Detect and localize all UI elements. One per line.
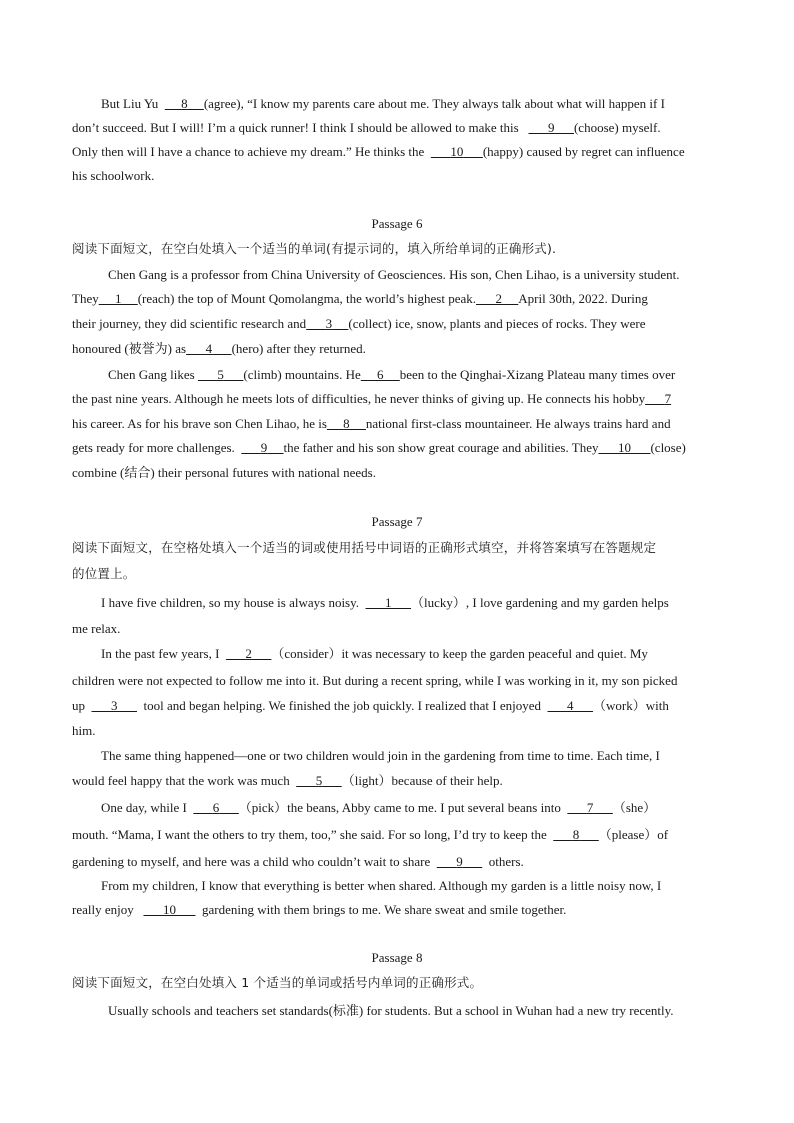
- passage-6-instruction: 阅读下面短文，在空白处填入一个适当的单词(有提示词的，填入所给单词的正确形式).: [72, 241, 557, 256]
- p6-line-2: They 1 (reach) the top of Mount Qomolangma, the world’s highest peak. 2 April 30th, 2022. During: [72, 291, 648, 306]
- blank-10[interactable]: 10: [450, 144, 464, 159]
- p6-line-5: Chen Gang likes 5 (climb) mountains. He 6 been to the Qinghai-Xizang Plateau many times over: [108, 367, 676, 382]
- p7-line-4: children were not expected to follow me into it. But during a recent spring, while I was working in it, my son picked: [72, 673, 678, 688]
- blank-6[interactable]: 6: [377, 367, 384, 382]
- blank-p7-10[interactable]: 10: [162, 902, 176, 917]
- blank-5[interactable]: 5: [217, 367, 224, 382]
- p6-line-7: his career. As for his brave son Chen Lihao, he is 8 national first-class mountaineer. He always trains hard and: [72, 416, 671, 431]
- p6-line-1: Chen Gang is a professor from China University of Geosciences. His son, Chen Lihao, is a university student.: [108, 267, 680, 282]
- p6-line-8: gets ready for more challenges. 9 the father and his son show great courage and abilities. They 10 (close): [72, 440, 686, 455]
- p7-line-2: me relax.: [72, 621, 121, 636]
- p7-line-1: I have five children, so my house is always noisy. 1 （lucky）, I love gardening and my garden helps: [101, 595, 669, 610]
- p6-line-4: honoured (被誉为) as 4 (hero) after they returned.: [72, 341, 366, 356]
- blank-10b[interactable]: 10: [617, 440, 631, 455]
- passage-7-title: Passage 7: [371, 514, 423, 529]
- blank-9[interactable]: 9: [547, 120, 555, 135]
- p5-line-2: don’t succeed. But I will! I’m a quick runner! I think I should be allowed to make this 9 (choose) myself.: [72, 120, 661, 135]
- p7-line-12: From my children, I know that everything is better when shared. Although my garden is a little noisy now, I: [101, 878, 662, 893]
- blank-7[interactable]: 7: [664, 391, 672, 406]
- blank-p7-7[interactable]: 7: [586, 800, 594, 815]
- p6-line-9: combine (结合) their personal futures with national needs.: [72, 465, 376, 480]
- blank-4[interactable]: 4: [205, 341, 213, 356]
- blank-p7-2[interactable]: 2: [245, 646, 252, 661]
- blank-p7-1[interactable]: 1: [385, 595, 392, 610]
- p7-line-10: mouth. “Mama, I want the others to try them, too,” she said. For so long, I’d try to keep the 8 （please）of: [72, 827, 669, 842]
- p5-line-1: But Liu Yu 8 (agree), “I know my parents care about me. They always talk about what will happen if I: [101, 96, 665, 111]
- passage-6-title: Passage 6: [371, 216, 423, 231]
- p7-line-13: really enjoy 10 gardening with them brings to me. We share sweat and smile together.: [72, 902, 567, 917]
- p6-line-6: the past nine years. Although he meets lots of difficulties, he never thinks of giving up. He connects his hobby 7: [72, 391, 672, 406]
- passage-8-title: Passage 8: [371, 950, 423, 965]
- blank-p7-9[interactable]: 9: [456, 854, 463, 869]
- blank-p7-4[interactable]: 4: [567, 698, 574, 713]
- blank-8[interactable]: 8: [181, 96, 188, 111]
- p5-line-3: Only then will I have a chance to achieve my dream.” He thinks the 10 (happy) caused by regret can influence: [72, 144, 685, 159]
- blank-3[interactable]: 3: [325, 316, 333, 331]
- p7-line-9: One day, while I 6 （pick）the beans, Abby came to me. I put several beans into 7 （she）: [101, 800, 657, 815]
- passage-7-instruction-1: 阅读下面短文，在空格处填入一个适当的词或使用括号中词语的正确形式填空，并将答案填写在答题规定: [72, 540, 657, 555]
- p7-line-8: would feel happy that the work was much 5 （light）because of their help.: [72, 773, 503, 788]
- passage-8-instruction: 阅读下面短文，在空白处填入 1 个适当的单词或括号内单词的正确形式。: [72, 975, 483, 990]
- p7-line-11: gardening to myself, and here was a child who couldn’t wait to share 9 others.: [72, 854, 524, 869]
- blank-8b[interactable]: 8: [343, 416, 350, 431]
- blank-p7-8[interactable]: 8: [572, 827, 580, 842]
- blank-p7-6[interactable]: 6: [212, 800, 220, 815]
- blank-p7-5[interactable]: 5: [315, 773, 323, 788]
- p7-line-3: In the past few years, I 2 （consider）it was necessary to keep the garden peaceful and quiet. My: [101, 646, 648, 661]
- blank-p7-3[interactable]: 3: [111, 698, 118, 713]
- blank-9b[interactable]: 9: [260, 440, 268, 455]
- p5-line-4: his schoolwork.: [72, 168, 155, 183]
- p7-line-5: up 3 tool and began helping. We finished the job quickly. I realized that I enjoyed 4 （work）with: [72, 698, 669, 713]
- p8-line-1: Usually schools and teachers set standards(标准) for students. But a school in Wuhan had a new try recently.: [108, 1003, 674, 1018]
- p6-line-3: their journey, they did scientific research and 3 (collect) ice, snow, plants and pieces of rocks. They were: [72, 316, 646, 331]
- p7-line-6: him.: [72, 723, 96, 738]
- blank-1[interactable]: 1: [114, 291, 122, 306]
- p7-line-7: The same thing happened—one or two children would join in the gardening from time to time. Each time, I: [101, 748, 660, 763]
- blank-2[interactable]: 2: [495, 291, 502, 306]
- passage-7-instruction-2: 的位置上。: [72, 566, 136, 581]
